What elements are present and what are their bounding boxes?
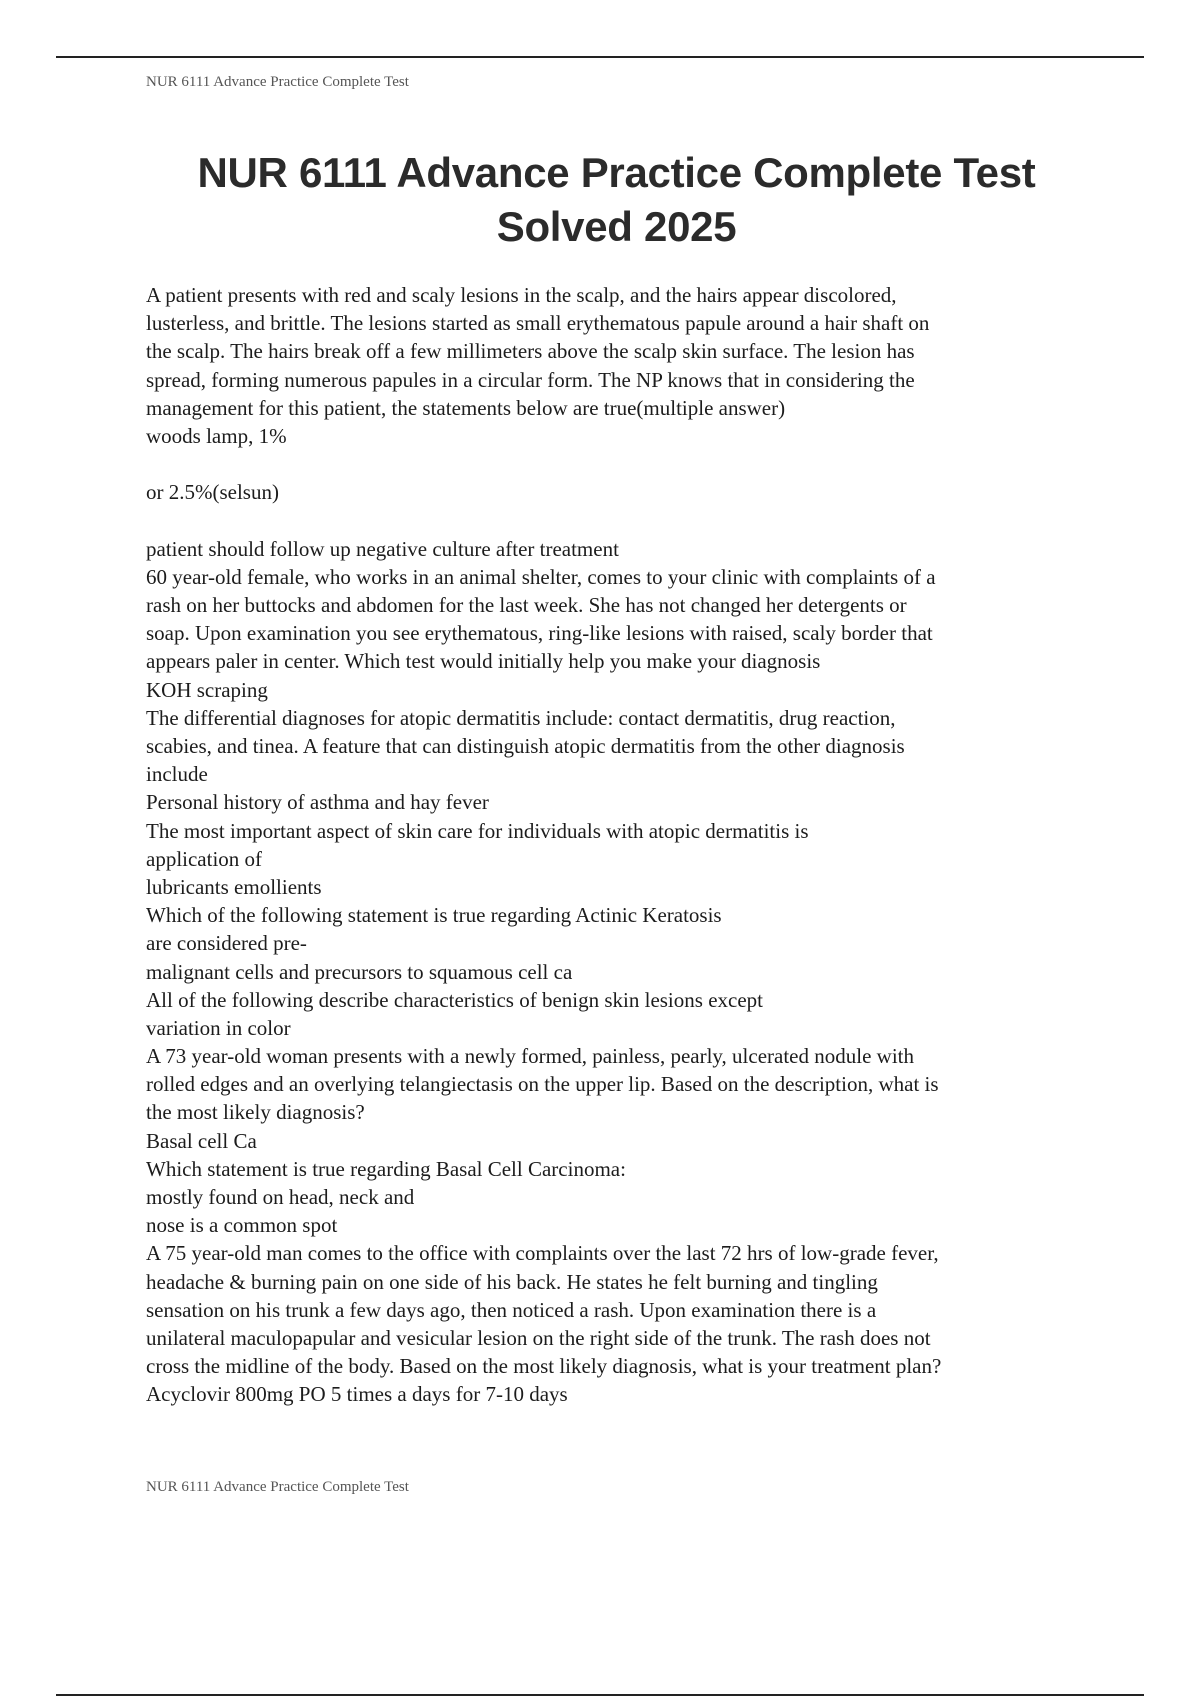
body-line: lubricants emollients [146,874,322,899]
body-line: mostly found on head, neck and [146,1185,415,1209]
body-line: lusterless, and brittle. The lesions started as small erythematous papule around a hair shaft on [146,311,930,336]
body-line: cross the midline of the body. Based on the most likely diagnosis, what is your treatment plan? [146,1354,942,1379]
body-line: malignant cells and precursors to squamous cell ca [146,959,573,984]
body-line: A 75 year-old man comes to the office with complaints over the last 72 hrs of low-grade fever, [146,1241,939,1266]
body-line: 60 year-old female, who works in an animal shelter, comes to your clinic with complaints of a [146,564,936,589]
body-line: woods lamp, 1% [146,423,287,448]
body-line: rash on her buttocks and abdomen for the last week. She has not changed her detergents or [146,593,907,618]
body-line: soap. Upon examination you see erythematous, ring-like lesions with raised, scaly border that [146,621,933,646]
running-footer: NUR 6111 Advance Practice Complete Test [146,1479,409,1495]
running-header: NUR 6111 Advance Practice Complete Test [146,74,409,90]
body-line: headache & burning pain on one side of his back. He states he felt burning and tingling [146,1269,878,1294]
body-line: the most likely diagnosis? [146,1100,365,1125]
footer-rule [56,1694,1144,1696]
header-rule [56,56,1144,58]
paragraph-gap [146,450,1086,478]
body-line: are considered pre- [146,931,307,956]
body-line: management for this patient, the statements below are true(multiple answer) [146,395,786,420]
body-line: Acyclovir 800mg PO 5 times a days for 7-10 days [146,1382,568,1407]
body-line: Personal history of asthma and hay fever [146,790,489,815]
document-body [146,281,1086,1409]
body-line: patient should follow up negative culture after treatment [146,536,619,561]
body-line: the scalp. The hairs break off a few millimeters above the scalp skin surface. The lesion has [146,339,915,364]
paragraph-gap [146,507,1086,535]
body-line: rolled edges and an overlying telangiectasis on the upper lip. Based on the description, what is [146,1072,939,1097]
body-line: include [146,762,208,787]
body-line: Which statement is true regarding Basal Cell Carcinoma: [146,1156,626,1181]
body-line: appears paler in center. Which test would initially help you make your diagnosis [146,649,821,674]
body-line: variation in color [146,1015,291,1040]
body-line: The most important aspect of skin care for individuals with atopic dermatitis is [146,818,809,843]
body-line: unilateral maculopapular and vesicular lesion on the right side of the trunk. The rash does not [146,1325,931,1350]
title-line: Solved 2025 [496,203,737,250]
body-line: Basal cell Ca [146,1128,257,1153]
title-line: NUR 6111 Advance Practice Complete Test [197,149,1036,196]
body-line: or 2.5%(selsun) [146,480,279,505]
body-line: sensation on his trunk a few days ago, then noticed a rash. Upon examination there is a [146,1297,877,1322]
body-line: spread, forming numerous papules in a circular form. The NP knows that in considering the [146,367,915,392]
body-line: KOH scraping [146,677,268,702]
body-line: scabies, and tinea. A feature that can distinguish atopic dermatitis from the other diagnosis [146,734,905,758]
body-line: A patient presents with red and scaly lesions in the scalp, and the hairs appear discolored, [146,283,897,307]
body-line: All of the following describe characteristics of benign skin lesions except [146,987,763,1012]
body-line: nose is a common spot [146,1213,338,1238]
body-line: A 73 year-old woman presents with a newly formed, painless, pearly, ulcerated nodule with [146,1044,914,1069]
document-title [110,146,1123,254]
body-line: application of [146,846,263,871]
body-line: Which of the following statement is true regarding Actinic Keratosis [146,903,722,928]
body-line: The differential diagnoses for atopic dermatitis include: contact dermatitis, drug reaction, [146,705,896,730]
